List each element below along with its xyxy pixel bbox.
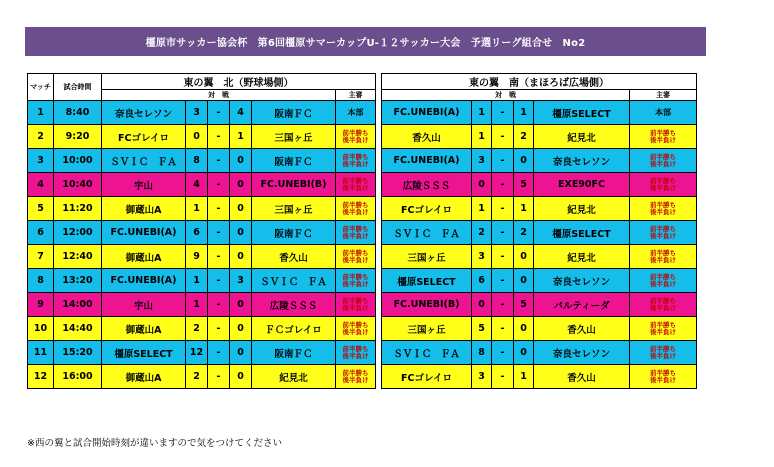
east-north-header: 東の翼 北（野球場側） bbox=[102, 74, 376, 90]
north-referee: 前半勝ち 後半負け bbox=[336, 341, 376, 365]
match-number: 12 bbox=[28, 365, 54, 389]
match-time: 14:00 bbox=[54, 293, 102, 317]
south-home-score: 3 bbox=[472, 365, 492, 389]
table-row bbox=[28, 269, 697, 293]
match-number: 10 bbox=[28, 317, 54, 341]
south-referee: 前半勝ち 後半負け bbox=[630, 173, 697, 197]
south-away-team: 奈良セレソン bbox=[534, 341, 630, 365]
north-home-team: 宇山 bbox=[102, 293, 186, 317]
north-away-score: 0 bbox=[230, 293, 252, 317]
match-time: 15:20 bbox=[54, 341, 102, 365]
north-home-score: 8 bbox=[186, 149, 208, 173]
north-referee-header: 主審 bbox=[336, 90, 376, 101]
south-referee: 前半勝ち 後半負け bbox=[630, 245, 697, 269]
south-away-score: 1 bbox=[514, 365, 534, 389]
south-away-score: 0 bbox=[514, 149, 534, 173]
table-row bbox=[28, 149, 697, 173]
schedule-table bbox=[27, 73, 697, 389]
table-row bbox=[28, 173, 697, 197]
south-referee: 前半勝ち 後半負け bbox=[630, 197, 697, 221]
north-home-score: 1 bbox=[186, 293, 208, 317]
north-away-score: 0 bbox=[230, 341, 252, 365]
north-home-team: FC.UNEBI(A) bbox=[102, 221, 186, 245]
north-away-team: 香久山 bbox=[252, 245, 336, 269]
south-home-score: 0 bbox=[472, 173, 492, 197]
match-time: 14:40 bbox=[54, 317, 102, 341]
match-time: 9:20 bbox=[54, 125, 102, 149]
south-referee: 前半勝ち 後半負け bbox=[630, 293, 697, 317]
south-referee: 前半勝ち 後半負け bbox=[630, 341, 697, 365]
south-home-team: 香久山 bbox=[382, 125, 472, 149]
match-number: 7 bbox=[28, 245, 54, 269]
north-home-team: 橿原SELECT bbox=[102, 341, 186, 365]
north-referee: 前半勝ち 後半負け bbox=[336, 197, 376, 221]
north-referee: 前半勝ち 後半負け bbox=[336, 269, 376, 293]
north-referee: 前半勝ち 後半負け bbox=[336, 173, 376, 197]
north-referee: 前半勝ち 後半負け bbox=[336, 245, 376, 269]
north-away-score: 4 bbox=[230, 101, 252, 125]
north-dash: - bbox=[208, 269, 230, 293]
south-away-score: 0 bbox=[514, 245, 534, 269]
south-away-team: 香久山 bbox=[534, 365, 630, 389]
match-number: 2 bbox=[28, 125, 54, 149]
match-number: 6 bbox=[28, 221, 54, 245]
north-referee: 前半勝ち 後半負け bbox=[336, 293, 376, 317]
table-row bbox=[28, 245, 697, 269]
match-number: 11 bbox=[28, 341, 54, 365]
match-header: マッチ bbox=[28, 74, 54, 101]
south-dash: - bbox=[492, 269, 514, 293]
south-away-team: 橿原SELECT bbox=[534, 101, 630, 125]
north-dash: - bbox=[208, 317, 230, 341]
south-home-score: 6 bbox=[472, 269, 492, 293]
north-away-score: 0 bbox=[230, 317, 252, 341]
south-home-score: 5 bbox=[472, 317, 492, 341]
page-title: 橿原市サッカー協会杯 第6回橿原サマーカップU-１２サッカー大会 予選リーグ組合せ No2 bbox=[25, 27, 706, 56]
north-dash: - bbox=[208, 173, 230, 197]
north-away-team: 阪南ＦＣ bbox=[252, 221, 336, 245]
south-dash: - bbox=[492, 365, 514, 389]
south-home-score: 3 bbox=[472, 245, 492, 269]
match-number: 5 bbox=[28, 197, 54, 221]
south-away-score: 0 bbox=[514, 269, 534, 293]
south-home-team: 橿原SELECT bbox=[382, 269, 472, 293]
north-away-team: 広陵ＳＳＳ bbox=[252, 293, 336, 317]
south-home-team: FCゴレイロ bbox=[382, 197, 472, 221]
south-home-team: 三国ヶ丘 bbox=[382, 245, 472, 269]
match-time: 11:20 bbox=[54, 197, 102, 221]
south-referee: 前半勝ち 後半負け bbox=[630, 221, 697, 245]
south-away-score: 2 bbox=[514, 125, 534, 149]
time-header: 試合時間 bbox=[54, 74, 102, 101]
north-referee: 前半勝ち 後半負け bbox=[336, 317, 376, 341]
north-taisen-header: 対 戦 bbox=[102, 90, 336, 101]
north-away-team: 阪南ＦＣ bbox=[252, 341, 336, 365]
north-dash: - bbox=[208, 101, 230, 125]
north-home-team: 御蔵山A bbox=[102, 317, 186, 341]
north-home-team: FC.UNEBI(A) bbox=[102, 269, 186, 293]
match-time: 12:00 bbox=[54, 221, 102, 245]
north-away-team: 紀見北 bbox=[252, 365, 336, 389]
south-referee: 本部 bbox=[630, 101, 697, 125]
south-referee: 前半勝ち 後半負け bbox=[630, 149, 697, 173]
south-referee: 前半勝ち 後半負け bbox=[630, 365, 697, 389]
south-away-score: 0 bbox=[514, 317, 534, 341]
north-dash: - bbox=[208, 149, 230, 173]
south-away-team: 香久山 bbox=[534, 317, 630, 341]
north-home-score: 2 bbox=[186, 317, 208, 341]
south-dash: - bbox=[492, 101, 514, 125]
north-home-score: 1 bbox=[186, 197, 208, 221]
north-home-team: 御蔵山A bbox=[102, 197, 186, 221]
north-away-team: 阪南ＦＣ bbox=[252, 101, 336, 125]
north-away-score: 0 bbox=[230, 173, 252, 197]
south-away-score: 5 bbox=[514, 293, 534, 317]
south-home-score: 2 bbox=[472, 221, 492, 245]
match-number: 3 bbox=[28, 149, 54, 173]
south-away-team: 奈良セレソン bbox=[534, 149, 630, 173]
south-home-team: ＳＶＩＣ ＦＡ bbox=[382, 341, 472, 365]
north-home-score: 12 bbox=[186, 341, 208, 365]
south-home-team: 三国ヶ丘 bbox=[382, 317, 472, 341]
south-home-team: FC.UNEBI(A) bbox=[382, 101, 472, 125]
north-home-score: 1 bbox=[186, 269, 208, 293]
match-number: 9 bbox=[28, 293, 54, 317]
north-dash: - bbox=[208, 341, 230, 365]
south-dash: - bbox=[492, 245, 514, 269]
north-home-score: 4 bbox=[186, 173, 208, 197]
north-home-score: 9 bbox=[186, 245, 208, 269]
south-dash: - bbox=[492, 221, 514, 245]
match-number: 8 bbox=[28, 269, 54, 293]
south-referee: 前半勝ち 後半負け bbox=[630, 317, 697, 341]
south-dash: - bbox=[492, 197, 514, 221]
table-row bbox=[28, 365, 697, 389]
north-away-score: 0 bbox=[230, 149, 252, 173]
north-dash: - bbox=[208, 365, 230, 389]
north-home-score: 0 bbox=[186, 125, 208, 149]
table-row bbox=[28, 125, 697, 149]
north-away-team: 三国ヶ丘 bbox=[252, 125, 336, 149]
south-referee: 前半勝ち 後半負け bbox=[630, 269, 697, 293]
south-dash: - bbox=[492, 293, 514, 317]
north-away-score: 0 bbox=[230, 221, 252, 245]
south-dash: - bbox=[492, 149, 514, 173]
south-home-team: 広陵ＳＳＳ bbox=[382, 173, 472, 197]
south-dash: - bbox=[492, 173, 514, 197]
north-referee: 前半勝ち 後半負け bbox=[336, 149, 376, 173]
south-away-score: 1 bbox=[514, 197, 534, 221]
south-home-team: FC.UNEBI(A) bbox=[382, 149, 472, 173]
north-away-score: 0 bbox=[230, 365, 252, 389]
south-home-team: FCゴレイロ bbox=[382, 365, 472, 389]
north-home-team: ＳＶＩＣ ＦＡ bbox=[102, 149, 186, 173]
south-away-score: 2 bbox=[514, 221, 534, 245]
south-away-team: 紀見北 bbox=[534, 125, 630, 149]
north-referee: 前半勝ち 後半負け bbox=[336, 125, 376, 149]
north-away-score: 1 bbox=[230, 125, 252, 149]
table-row bbox=[28, 221, 697, 245]
match-time: 10:40 bbox=[54, 173, 102, 197]
north-referee: 本部 bbox=[336, 101, 376, 125]
north-away-team: ＦＣゴレイロ bbox=[252, 317, 336, 341]
north-home-team: 奈良セレソン bbox=[102, 101, 186, 125]
north-home-team: 宇山 bbox=[102, 173, 186, 197]
north-home-team: 御蔵山A bbox=[102, 365, 186, 389]
south-referee-header: 主審 bbox=[630, 90, 697, 101]
east-south-header: 東の翼 南（まほろば広場側） bbox=[382, 74, 697, 90]
match-number: 4 bbox=[28, 173, 54, 197]
north-away-score: 0 bbox=[230, 197, 252, 221]
south-referee: 前半勝ち 後半負け bbox=[630, 125, 697, 149]
footnote: ※西の翼と試合開始時刻が違いますので気をつけてください bbox=[27, 438, 282, 449]
south-home-team: FC.UNEBI(B) bbox=[382, 293, 472, 317]
south-dash: - bbox=[492, 125, 514, 149]
table-row bbox=[28, 341, 697, 365]
south-away-team: 奈良セレソン bbox=[534, 269, 630, 293]
south-home-score: 0 bbox=[472, 293, 492, 317]
north-referee: 前半勝ち 後半負け bbox=[336, 221, 376, 245]
south-dash: - bbox=[492, 317, 514, 341]
table-row bbox=[28, 101, 697, 125]
south-taisen-header: 対 戦 bbox=[382, 90, 630, 101]
south-home-score: 8 bbox=[472, 341, 492, 365]
north-away-team: ＳＶＩＣ ＦＡ bbox=[252, 269, 336, 293]
north-dash: - bbox=[208, 197, 230, 221]
match-number: 1 bbox=[28, 101, 54, 125]
table-row bbox=[28, 293, 697, 317]
table-row bbox=[28, 197, 697, 221]
match-time: 12:40 bbox=[54, 245, 102, 269]
south-away-score: 5 bbox=[514, 173, 534, 197]
north-home-score: 3 bbox=[186, 101, 208, 125]
table-row bbox=[28, 317, 697, 341]
south-home-team: ＳＶＩＣ ＦＡ bbox=[382, 221, 472, 245]
north-dash: - bbox=[208, 125, 230, 149]
match-time: 16:00 bbox=[54, 365, 102, 389]
north-away-score: 0 bbox=[230, 245, 252, 269]
match-time: 10:00 bbox=[54, 149, 102, 173]
south-dash: - bbox=[492, 341, 514, 365]
south-away-team: パルティーダ bbox=[534, 293, 630, 317]
south-away-team: EXE90FC bbox=[534, 173, 630, 197]
north-referee: 前半勝ち 後半負け bbox=[336, 365, 376, 389]
south-home-score: 1 bbox=[472, 197, 492, 221]
north-away-team: 阪南ＦＣ bbox=[252, 149, 336, 173]
north-dash: - bbox=[208, 245, 230, 269]
south-away-team: 紀見北 bbox=[534, 245, 630, 269]
south-home-score: 3 bbox=[472, 149, 492, 173]
north-away-team: 三国ヶ丘 bbox=[252, 197, 336, 221]
south-away-score: 1 bbox=[514, 101, 534, 125]
south-home-score: 1 bbox=[472, 125, 492, 149]
north-home-team: 御蔵山A bbox=[102, 245, 186, 269]
south-away-team: 橿原SELECT bbox=[534, 221, 630, 245]
north-away-team: FC.UNEBI(B) bbox=[252, 173, 336, 197]
match-time: 13:20 bbox=[54, 269, 102, 293]
north-home-team: FCゴレイロ bbox=[102, 125, 186, 149]
north-away-score: 3 bbox=[230, 269, 252, 293]
north-dash: - bbox=[208, 293, 230, 317]
south-home-score: 1 bbox=[472, 101, 492, 125]
south-away-team: 紀見北 bbox=[534, 197, 630, 221]
north-dash: - bbox=[208, 221, 230, 245]
north-home-score: 6 bbox=[186, 221, 208, 245]
south-away-score: 0 bbox=[514, 341, 534, 365]
match-time: 8:40 bbox=[54, 101, 102, 125]
north-home-score: 2 bbox=[186, 365, 208, 389]
